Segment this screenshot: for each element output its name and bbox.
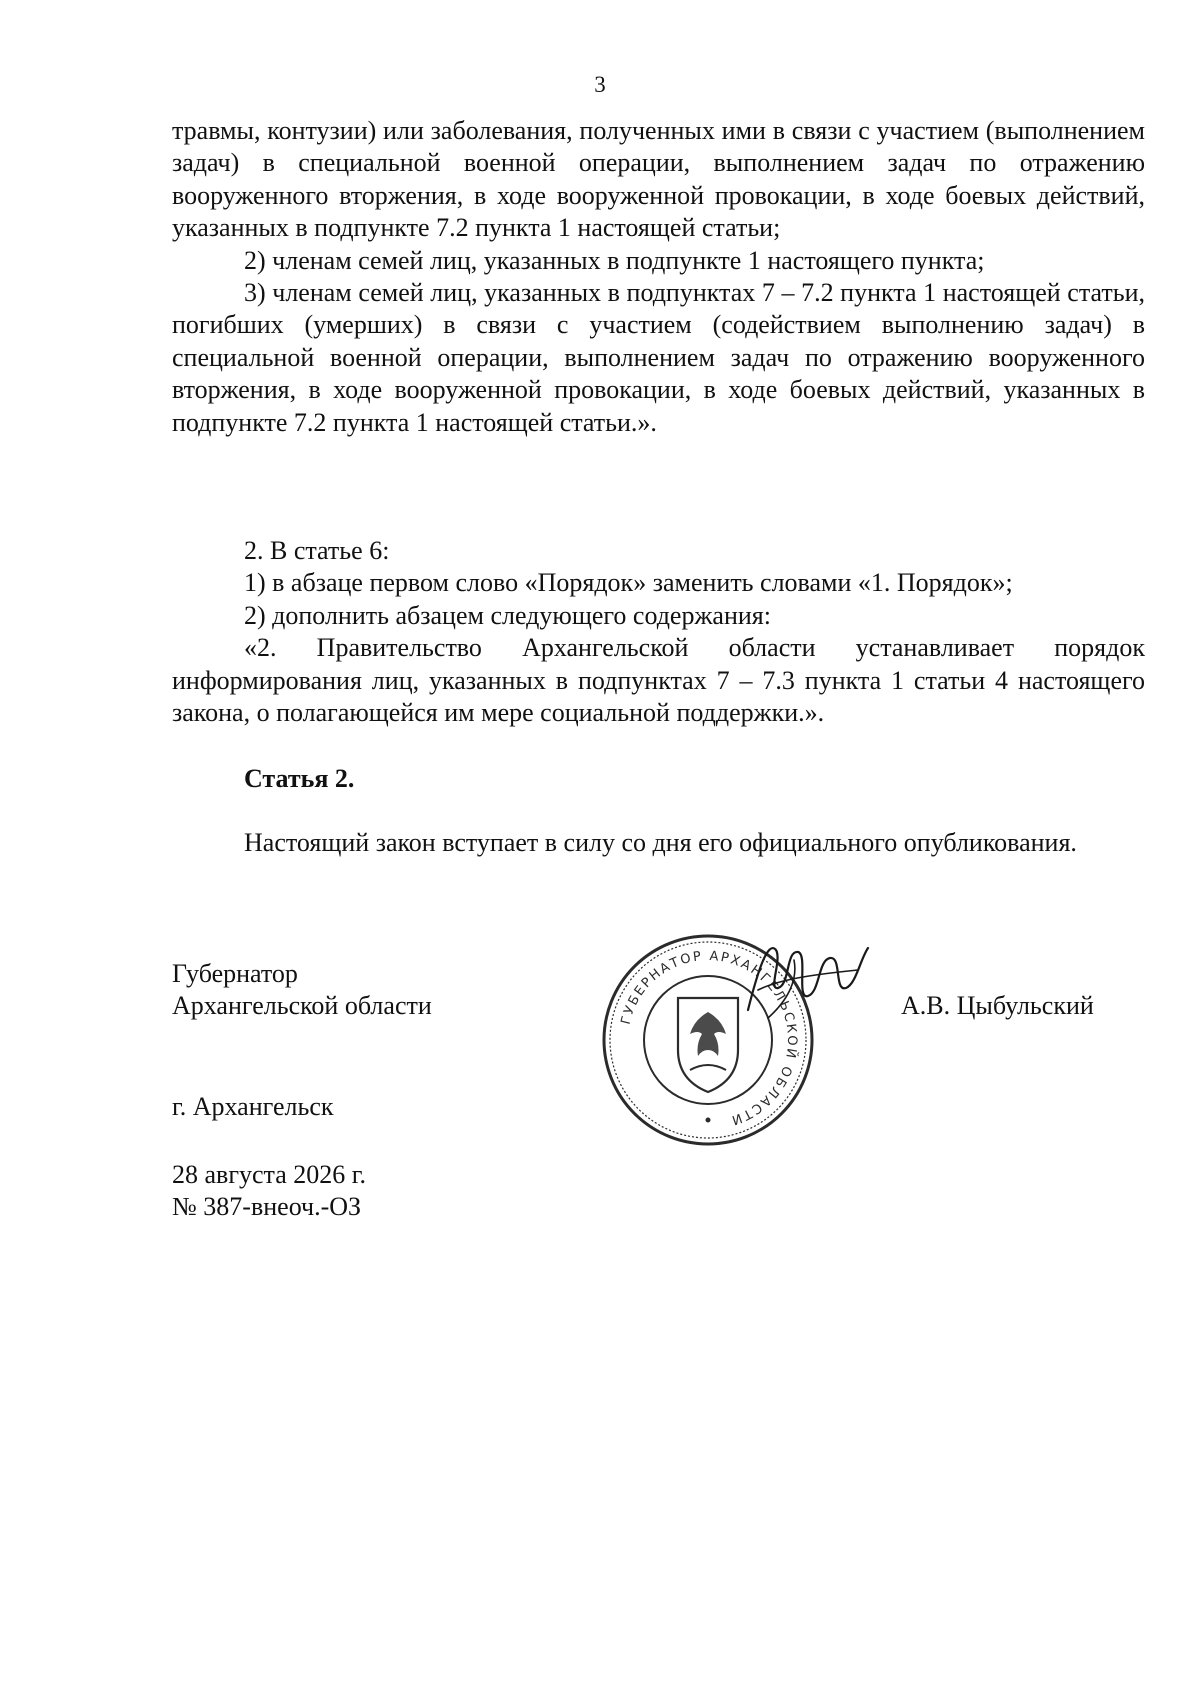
paragraph-continuation: травмы, контузии) или заболевания, полученных ими в связи с участием (выполнением задач) в специальной военной операции, выполнением задач по отражению вооруженного вторжения, в ходе вооруженной провокации, в ходе боевых действий, указанных в подпункте 7.2 пункта 1 настоящей статьи; xyxy=(172,116,1145,243)
page-number: 3 xyxy=(594,72,606,97)
date-and-number xyxy=(172,1159,366,1224)
paragraph-item-3: 3) членам семей лиц, указанных в подпунктах 7 – 7.2 пункта 1 настоящей статьи, погибших (умерших) в связи с участием (содействием выполнению задач) в специальной военной операции, выполнением задач по отражению вооруженного вторжения, в ходе вооруженной провокации, в ходе боевых действий, указанных в подпункте 7.2 пункта 1 настоящей статьи.». xyxy=(172,278,1145,437)
place-of-signing: г. Архангельск xyxy=(172,1092,334,1121)
document-body-middle xyxy=(172,535,1145,729)
paragraph-article-6-heading: 2. В статье 6: xyxy=(244,536,390,565)
article-title: Статья 2. xyxy=(244,764,355,793)
signatory-region: Архангельской области xyxy=(172,991,432,1021)
signatory-name: А.В. Цыбульский xyxy=(901,991,1094,1020)
paragraph-entry-into-force: Настоящий закон вступает в силу со дня его официального опубликования. xyxy=(244,828,1077,857)
paragraph-item-2: 2) членам семей лиц, указанных в подпункте 1 настоящего пункта; xyxy=(244,245,985,275)
document-body-top xyxy=(172,115,1145,439)
signing-date: 28 августа 2026 г. xyxy=(172,1160,366,1189)
paragraph-article-6-item-2: 2) дополнить абзацем следующего содержания: xyxy=(244,600,771,630)
paragraph-article-6-new-text: «2. Правительство Архангельской области устанавливает порядок информирования лиц, указанных в подпунктах 7 – 7.3 пункта 1 статьи 4 настоящего закона, о полагающейся им мере социальной поддержки.». xyxy=(172,633,1145,728)
svg-text:ГУБЕРНАТОР АРХАНГЕЛЬСКОЙ ОБЛАС: ГУБЕРНАТОР АРХАНГЕЛЬСКОЙ ОБЛАСТИ xyxy=(618,948,800,1128)
signatory-position xyxy=(172,958,432,1023)
law-number: № 387-внеоч.-ОЗ xyxy=(172,1192,362,1222)
handwritten-signature xyxy=(738,930,878,1030)
article-2-block xyxy=(172,763,1145,795)
article-2-body xyxy=(172,827,1145,859)
signatory-title: Губернатор xyxy=(172,959,298,988)
paragraph-article-6-item-1: 1) в абзаце первом слово «Порядок» заменить словами «1. Порядок»; xyxy=(244,568,1013,598)
